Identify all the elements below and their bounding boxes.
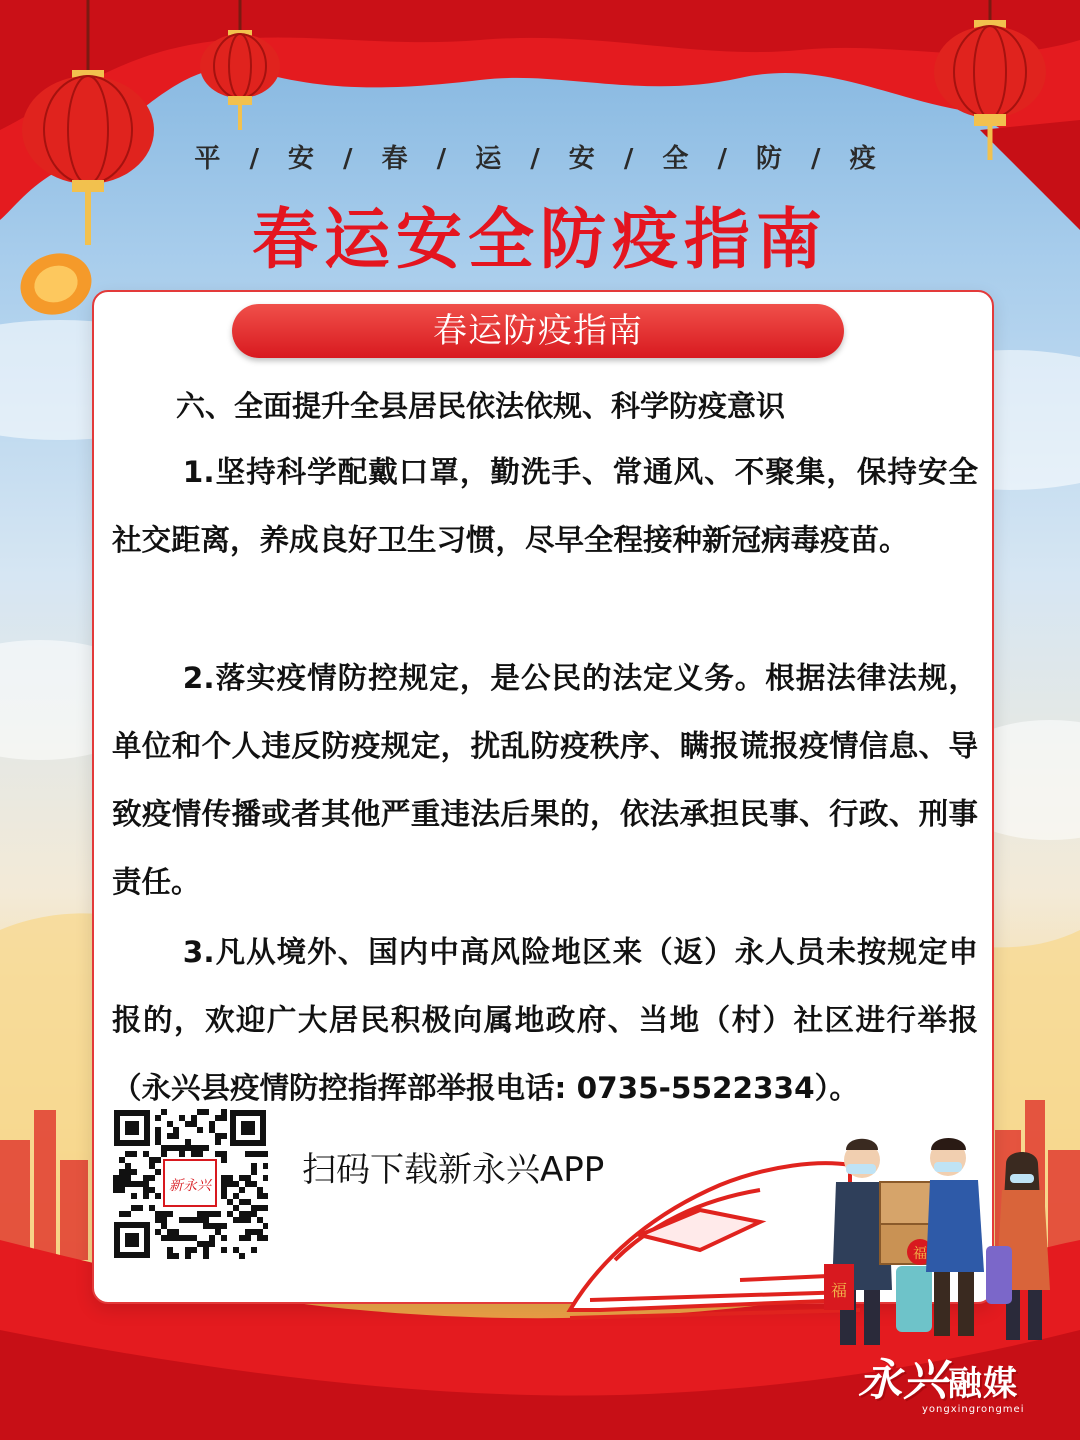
paragraph-2: 2.落实疫情防控规定，是公民的法定义务。根据法律法规，单位和个人违反防疫规定，扰乱防疫秩序、瞒报谎报疫情信息、导致疫情传播或者其他严重违法后果的，依法承担民事、行政、刑事责任。 (112, 661, 978, 899)
brand-logo (858, 1344, 1048, 1430)
subtitle: 平 / 安 / 春 / 运 / 安 / 全 / 防 / 疫 (194, 144, 886, 174)
fu-box-label: 福 (913, 1246, 927, 1262)
section-pill-label: 春运防疫指南 (232, 304, 844, 358)
brand-logo-main: 永兴 (858, 1355, 948, 1406)
qr-center-logo: 新永兴 (169, 1178, 211, 1194)
travelers-illustration (824, 1138, 1050, 1345)
brand-logo-sub: yongxingrongmei (922, 1404, 1025, 1415)
train-icon (570, 1163, 860, 1318)
paragraph-1: 1.坚持科学配戴口罩，勤洗手、常通风、不聚集，保持安全社交距离，养成良好卫生习惯，尽早全程接种新冠病毒疫苗。 (112, 455, 978, 557)
brand-logo-suffix: 融媒 (948, 1364, 1018, 1404)
qr-caption: 扫码下载新永兴APP (302, 1150, 605, 1190)
page-title: 春运安全防疫指南 (252, 201, 828, 278)
paragraph-3: 3.凡从境外、国内中高风险地区来（返）永人员未按规定申报的，欢迎广大居民积极向属地政府、当地（村）社区进行举报（永兴县疫情防控指挥部举报电话: 0735-5522334）。 (112, 935, 978, 1105)
section-heading: 六、全面提升全县居民依法依规、科学防疫意识 (176, 389, 786, 423)
fu-bag-label: 福 (830, 1281, 848, 1300)
